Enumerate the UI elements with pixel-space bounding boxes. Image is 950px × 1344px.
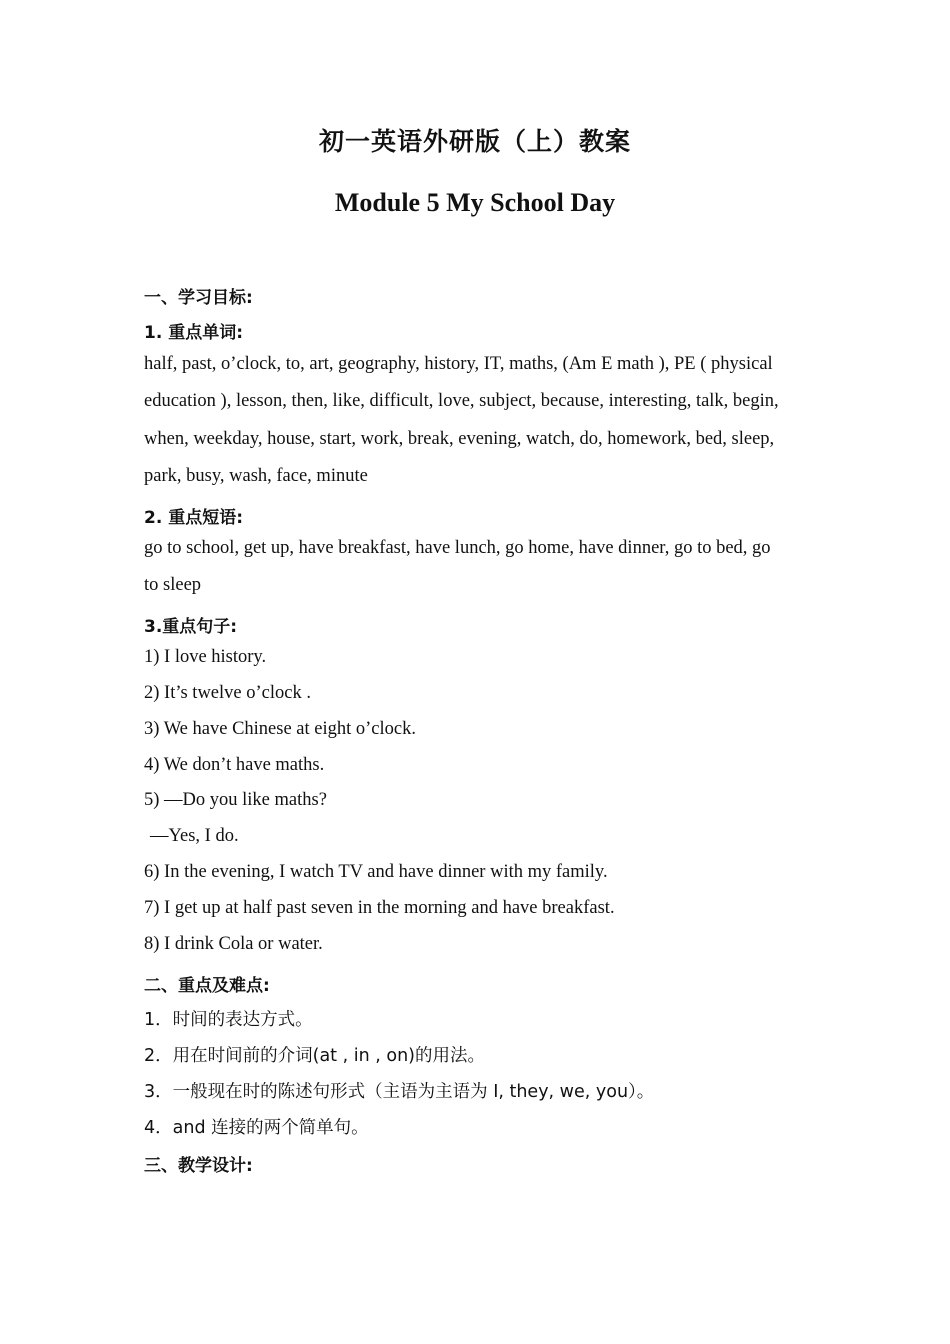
- document-subtitle: Module 5 My School Day: [334, 188, 616, 217]
- key-point-item: 2．用在时间前的介词(at , in , on)的用法。: [144, 1046, 486, 1066]
- subheading-key-sentences: 3.重点句子:: [144, 617, 238, 637]
- sentence-item: 3) We have Chinese at eight o’clock.: [144, 719, 416, 739]
- sentence-item: 8) I drink Cola or water.: [144, 934, 323, 954]
- document-title: 初一英语外研版（上）教案: [318, 127, 631, 156]
- phrases-line: to sleep: [144, 575, 202, 595]
- key-point-item: 4．and 连接的两个简单句。: [144, 1118, 369, 1138]
- sentence-item: 4) We don’t have maths.: [144, 755, 325, 775]
- sentence-item: 6) In the evening, I watch TV and have dinner with my family.: [144, 862, 608, 882]
- words-line: half, past, o’clock, to, art, geography, history, IT, maths, (Am E math ), PE ( physical: [144, 354, 773, 374]
- section-heading-objectives: 一、学习目标:: [144, 288, 253, 308]
- section-heading-teaching-design: 三、教学设计:: [144, 1156, 253, 1176]
- key-point-item: 3．一般现在时的陈述句形式（主语为主语为 I, they, we, you）。: [144, 1082, 655, 1102]
- sentence-item: 7) I get up at half past seven in the morning and have breakfast.: [144, 898, 615, 918]
- words-line: when, weekday, house, start, work, break, evening, watch, do, homework, bed, sleep,: [144, 429, 775, 449]
- phrases-line: go to school, get up, have breakfast, have lunch, go home, have dinner, go to bed, go: [144, 538, 771, 558]
- sentence-item: 5) —Do you like maths?: [144, 790, 327, 810]
- subheading-key-phrases: 2. 重点短语:: [144, 508, 244, 528]
- section-heading-key-points: 二、重点及难点:: [144, 976, 270, 996]
- subheading-key-words: 1. 重点单词:: [144, 323, 244, 343]
- sentence-item: 1) I love history.: [144, 647, 267, 667]
- words-line: park, busy, wash, face, minute: [144, 466, 368, 486]
- sentence-item: —Yes, I do.: [150, 826, 239, 846]
- sentence-item: 2) It’s twelve o’clock .: [144, 683, 311, 703]
- key-point-item: 1．时间的表达方式。: [144, 1010, 313, 1030]
- words-line: education ), lesson, then, like, difficult, love, subject, because, interesting, talk, begin,: [144, 391, 779, 411]
